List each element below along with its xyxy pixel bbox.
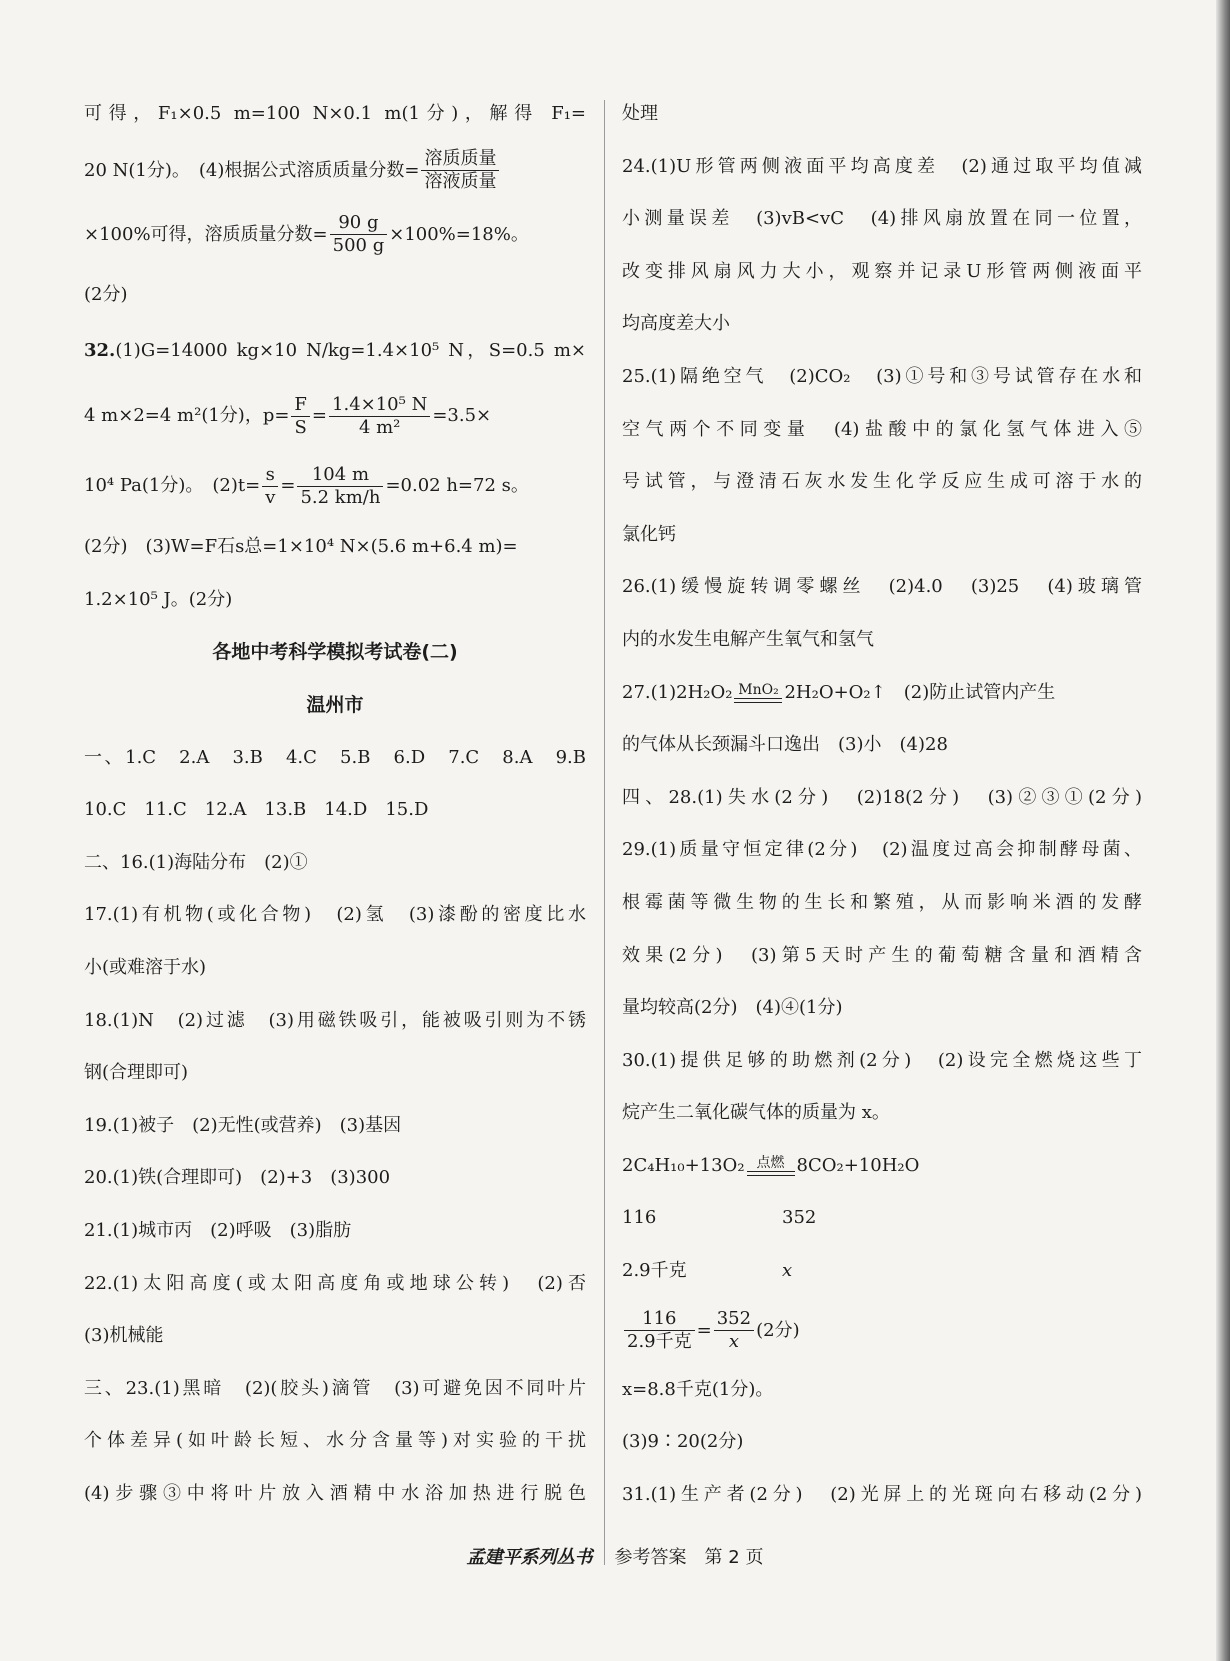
answer-text: 27.(1)2H₂O₂ <box>622 681 733 703</box>
catalyst-label: MnO₂ <box>738 682 779 699</box>
series-brand: 孟建平系列丛书 <box>466 1547 593 1568</box>
answer-line: 29.(1)质量守恒定律(2分) (2)温度过高会抑制酵母菌、 <box>622 839 1142 861</box>
page-label: 参考答案 第 2 页 <box>614 1547 764 1568</box>
section-title: 各地中考科学模拟考试卷(二) <box>212 641 458 664</box>
answer-line: 26.(1)缓慢旋转调零螺丝 (2)4.0 (3)25 (4)玻璃管 <box>622 576 1142 598</box>
answer-text: 20 N(1分)。 (4)根据公式溶质质量分数= <box>84 159 420 181</box>
right-column <box>622 88 1142 1521</box>
answer-line <box>622 667 1142 720</box>
answer-line <box>84 451 586 521</box>
answer-line: (3)机械能 <box>84 1325 164 1347</box>
answer-line: (2分) (3)W=F石s总=1×10⁴ N×(5.6 m+6.4 m)= <box>84 536 518 558</box>
equation-line <box>622 1140 1142 1193</box>
fraction <box>330 212 388 257</box>
fraction <box>624 1308 695 1353</box>
scan-edge <box>1216 0 1230 1661</box>
answer-line: 10.C 11.C 12.A 13.B 14.D 15.D <box>84 799 429 821</box>
fraction <box>421 148 499 193</box>
answer-text: 10⁴ Pa(1分)。 (2)t= <box>84 475 261 497</box>
reaction-arrow <box>747 1171 795 1176</box>
condition-label: 点燃 <box>756 1155 785 1172</box>
fraction-numerator: 90 g <box>330 212 388 235</box>
answer-line: 处理 <box>622 103 658 124</box>
page-footer <box>0 1543 1230 1569</box>
answer-line: 改变排风扇风力大小，观察并记录U形管两侧液面平 <box>622 260 1142 282</box>
answer-line: 钢(合理即可) <box>84 1062 189 1084</box>
answer-text: 4 m×2=4 m²(1分)，p= <box>84 405 290 427</box>
answer-line: 31.(1)生产者(2分) (2)光屏上的光斑向右移动(2分) <box>622 1483 1142 1505</box>
answer-line <box>84 201 586 269</box>
molar-mass: 116 <box>622 1207 657 1229</box>
fraction-denominator: 5.2 km/h <box>300 486 381 508</box>
answer-line: 烷产生二氧化碳气体的质量为 x。 <box>622 1102 890 1124</box>
fraction <box>329 394 430 439</box>
answer-text: (1)G=14000 kg×10 N/kg=1.4×10⁵ N，S=0.5 m× <box>115 340 586 362</box>
answer-line: 24.(1)U形管两侧液面平均高度差 (2)通过取平均值减 <box>622 155 1142 177</box>
answer-text: (2分) <box>756 1319 800 1341</box>
equals-sign: = <box>280 475 296 497</box>
answer-line: 可得，F₁×0.5 m=100 N×0.1 m(1分)，解得 F₁= <box>84 103 586 124</box>
answer-line: 的气体从长颈漏斗口逸出 (3)小 (4)28 <box>622 734 948 756</box>
fraction-denominator: S <box>294 416 307 438</box>
answer-line: 三、23.(1)黑暗 (2)(胶头)滴管 (3)可避免因不同叶片 <box>84 1377 586 1399</box>
fraction-denominator: 500 g <box>332 235 385 257</box>
answer-line: 根霉菌等微生物的生长和繁殖，从而影响米酒的发酵 <box>622 891 1142 913</box>
ratio-line <box>622 1298 1142 1364</box>
fraction-denominator: 4 m² <box>358 416 401 438</box>
answer-line: 均高度差大小 <box>622 313 730 335</box>
reaction-condition <box>747 1155 795 1176</box>
fraction-numerator: 352 <box>714 1308 754 1331</box>
fraction-numerator: 溶质质量 <box>421 148 499 171</box>
answer-text: =0.02 h=72 s。 <box>385 475 529 497</box>
answer-line: 1.2×10⁵ J。(2分) <box>84 588 233 610</box>
left-column <box>84 88 586 1520</box>
answer-line: 18.(1)N (2)过滤 (3)用磁铁吸引，能被吸引则为不锈 <box>84 1009 586 1031</box>
fraction-numerator: 116 <box>624 1308 695 1331</box>
fraction-denominator: 溶液质量 <box>424 171 497 193</box>
mass-line <box>622 1245 1142 1298</box>
answer-line: 一、1.C 2.A 3.B 4.C 5.B 6.D 7.C 8.A 9.B <box>84 746 586 768</box>
answer-line: 小测量误差 (3)vB<vC (4)排风扇放置在同一位置， <box>622 208 1142 230</box>
fraction <box>291 394 310 439</box>
answer-line: 二、16.(1)海陆分布 (2)① <box>84 851 308 873</box>
answer-line: 小(或难溶于水) <box>84 956 207 978</box>
answer-line: (2分) <box>84 283 128 305</box>
fraction-numerator: 104 m <box>297 464 383 487</box>
answer-line <box>84 141 586 201</box>
answer-text: ×100%=18%。 <box>389 223 529 245</box>
unknown-mass: x <box>782 1260 793 1282</box>
answer-line: 量均较高(2分) (4)④(1分) <box>622 997 843 1019</box>
mass-line <box>622 1192 1142 1245</box>
answer-line: 22.(1)太阳高度(或太阳高度角或地球公转) (2)否 <box>84 1272 586 1294</box>
fraction-numerator: 1.4×10⁵ N <box>329 394 430 417</box>
given-mass: 2.9千克 <box>622 1260 687 1282</box>
answer-line: 效果(2分) (3)第5天时产生的葡萄糖含量和酒精含 <box>622 944 1142 966</box>
answer-line: 20.(1)铁(合理即可) (2)+3 (3)300 <box>84 1167 391 1189</box>
fraction-numerator: s <box>262 464 278 487</box>
answer-line <box>84 381 586 451</box>
answer-text: 2H₂O+O₂↑ (2)防止试管内产生 <box>784 681 1056 703</box>
equation-text: 8CO₂+10H₂O <box>796 1154 920 1176</box>
fraction-denominator: v <box>265 486 276 508</box>
answer-text: ×100%可得，溶质质量分数= <box>84 223 328 245</box>
column-divider <box>604 100 605 1565</box>
reaction-condition <box>734 682 782 703</box>
answer-line: 内的水发生电解产生氧气和氢气 <box>622 628 874 650</box>
answer-line: 四、28.(1)失水(2分) (2)18(2分) (3)②③①(2分) <box>622 786 1142 808</box>
answer-line: (4)步骤③中将叶片放入酒精中水浴加热进行脱色 <box>84 1482 586 1504</box>
answer-line <box>84 321 586 381</box>
answer-line: 个体差异(如叶龄长短、水分含量等)对实验的干扰 <box>84 1430 586 1452</box>
fraction-denominator: 2.9千克 <box>627 1331 692 1353</box>
answer-line: 氯化钙 <box>622 523 676 545</box>
reaction-arrow <box>734 698 782 703</box>
fraction-numerator: F <box>291 394 310 417</box>
city-title: 温州市 <box>306 693 364 716</box>
fraction <box>714 1308 754 1353</box>
equals-sign: = <box>311 405 328 427</box>
answer-line: (3)9∶20(2分) <box>622 1431 744 1453</box>
answer-line: 空气两个不同变量 (4)盐酸中的氯化氢气体进入⑤ <box>622 418 1142 440</box>
answer-line: 19.(1)被子 (2)无性(或营养) (3)基因 <box>84 1114 402 1136</box>
answer-line: 25.(1)隔绝空气 (2)CO₂ (3)①号和③号试管存在水和 <box>622 365 1142 387</box>
answer-line: 30.(1)提供足够的助燃剂(2分) (2)设完全燃烧这些丁 <box>622 1049 1142 1071</box>
molar-mass: 352 <box>782 1207 817 1229</box>
equals-sign: = <box>696 1319 712 1341</box>
fraction <box>297 464 383 509</box>
fraction <box>262 464 278 509</box>
answer-text: =3.5× <box>432 405 492 427</box>
question-number: 32. <box>84 340 116 362</box>
answer-line: 号试管，与澄清石灰水发生化学反应生成可溶于水的 <box>622 471 1142 493</box>
answer-line: 21.(1)城市丙 (2)呼吸 (3)脂肪 <box>84 1219 352 1241</box>
answer-line: 17.(1)有机物(或化合物) (2)氢 (3)漆酚的密度比水 <box>84 904 586 926</box>
answer-line: x=8.8千克(1分)。 <box>622 1378 774 1400</box>
equation-text: 2C₄H₁₀+13O₂ <box>622 1154 745 1176</box>
fraction-denominator: x <box>728 1331 739 1353</box>
